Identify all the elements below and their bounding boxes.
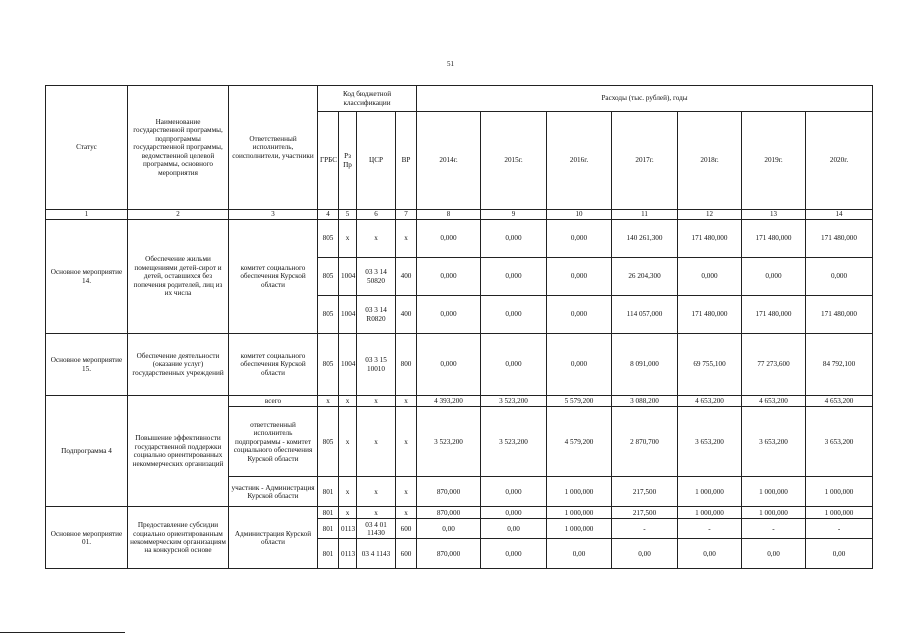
- cell-expense-value: 171 480,000: [678, 220, 742, 258]
- cell-expense-value: 0,000: [481, 334, 547, 396]
- cell-expense-value: 870,000: [417, 539, 481, 569]
- cell-vr: х: [396, 507, 417, 519]
- page-number: 51: [447, 60, 454, 68]
- cell-expense-value: 3 088,200: [612, 396, 678, 407]
- cell-expense-value: 0,00: [417, 519, 481, 539]
- cell-expense-value: 2 870,700: [612, 407, 678, 477]
- header-year: 2019г.: [742, 112, 806, 210]
- row-responsible: Администрация Курской области: [229, 507, 318, 569]
- header-responsible: Ответственный исполнитель, соисполнители, участники: [229, 86, 318, 210]
- cell-expense-value: 3 653,200: [742, 407, 806, 477]
- cell-expense-value: 77 273,600: [742, 334, 806, 396]
- cell-csr: х: [357, 477, 396, 507]
- cell-rzpr: х: [339, 507, 357, 519]
- cell-expense-value: 0,000: [481, 258, 547, 296]
- column-index: 3: [229, 210, 318, 220]
- cell-expense-value: 1 000,000: [742, 477, 806, 507]
- cell-expense-value: 3 523,200: [481, 396, 547, 407]
- cell-csr: х: [357, 507, 396, 519]
- cell-expense-value: 217,500: [612, 507, 678, 519]
- budget-table: [45, 85, 873, 569]
- cell-expense-value: 69 755,100: [678, 334, 742, 396]
- cell-rzpr: х: [339, 477, 357, 507]
- header-expenses-group: Расходы (тыс. рублей), годы: [417, 86, 873, 112]
- cell-rzpr: 1004: [339, 334, 357, 396]
- cell-rzpr: 1004: [339, 258, 357, 296]
- header-year: 2014г.: [417, 112, 481, 210]
- row-name: Обеспечение деятельности (оказание услуг) государственных учреждений: [128, 334, 229, 396]
- cell-expense-value: 4 393,200: [417, 396, 481, 407]
- row-name: Повышение эффективности государственной поддержки социально ориентированных некоммерческих организаций: [128, 396, 229, 507]
- cell-expense-value: 1 000,000: [678, 507, 742, 519]
- cell-expense-value: 0,000: [481, 296, 547, 334]
- cell-expense-value: 8 091,000: [612, 334, 678, 396]
- column-index: 13: [742, 210, 806, 220]
- header-code-group: Код бюджетной классификации: [318, 86, 417, 112]
- cell-vr: 400: [396, 258, 417, 296]
- cell-csr: 03 3 14 R0820: [357, 296, 396, 334]
- cell-expense-value: -: [612, 519, 678, 539]
- cell-expense-value: 114 057,000: [612, 296, 678, 334]
- row-status: Подпрограмма 4: [46, 396, 128, 507]
- cell-vr: 600: [396, 519, 417, 539]
- column-index: 14: [806, 210, 873, 220]
- row-responsible: участник - Администрация Курской области: [229, 477, 318, 507]
- cell-expense-value: 1 000,000: [806, 477, 873, 507]
- cell-csr: 03 4 1143: [357, 539, 396, 569]
- header-status: Статус: [46, 86, 128, 210]
- cell-vr: 600: [396, 539, 417, 569]
- table-row: [46, 396, 873, 407]
- cell-rzpr: 1004: [339, 296, 357, 334]
- cell-expense-value: 0,000: [481, 539, 547, 569]
- cell-rzpr: 0113: [339, 539, 357, 569]
- cell-expense-value: 0,000: [481, 220, 547, 258]
- column-index: 2: [128, 210, 229, 220]
- cell-rzpr: х: [339, 220, 357, 258]
- cell-csr: х: [357, 396, 396, 407]
- cell-expense-value: 140 261,300: [612, 220, 678, 258]
- cell-expense-value: 0,000: [417, 296, 481, 334]
- cell-expense-value: 0,000: [547, 334, 612, 396]
- cell-grbs: 801: [318, 519, 339, 539]
- cell-expense-value: 4 579,200: [547, 407, 612, 477]
- cell-expense-value: 0,000: [417, 258, 481, 296]
- table-row: [46, 334, 873, 396]
- cell-grbs: 801: [318, 507, 339, 519]
- column-index: 9: [481, 210, 547, 220]
- cell-expense-value: 1 000,000: [547, 477, 612, 507]
- header-name: Наименование государственной программы, подпрограммы государственной программы, ведомственной целевой программы, основного мероприятия: [128, 86, 229, 210]
- header-csr: ЦСР: [357, 112, 396, 210]
- cell-grbs: 805: [318, 220, 339, 258]
- cell-vr: 400: [396, 296, 417, 334]
- cell-expense-value: -: [742, 519, 806, 539]
- cell-vr: х: [396, 396, 417, 407]
- header-year: 2020г.: [806, 112, 873, 210]
- cell-expense-value: 1 000,000: [547, 519, 612, 539]
- header-year: 2017г.: [612, 112, 678, 210]
- cell-expense-value: 3 653,200: [678, 407, 742, 477]
- cell-expense-value: -: [678, 519, 742, 539]
- cell-expense-value: 171 480,000: [806, 296, 873, 334]
- cell-grbs: 805: [318, 258, 339, 296]
- cell-csr: х: [357, 407, 396, 477]
- column-index: 6: [357, 210, 396, 220]
- cell-vr: х: [396, 407, 417, 477]
- header-rzpr: Рз Пр: [339, 112, 357, 210]
- row-status: Основное мероприятие 01.: [46, 507, 128, 569]
- cell-expense-value: 1 000,000: [806, 507, 873, 519]
- table-row: [46, 507, 873, 519]
- cell-rzpr: 0113: [339, 519, 357, 539]
- cell-expense-value: 0,00: [806, 539, 873, 569]
- cell-vr: х: [396, 220, 417, 258]
- cell-expense-value: 4 653,200: [742, 396, 806, 407]
- cell-expense-value: 3 523,200: [417, 407, 481, 477]
- footnote-separator: [0, 632, 125, 633]
- cell-expense-value: 0,00: [678, 539, 742, 569]
- table-row: [46, 220, 873, 258]
- cell-expense-value: 0,000: [806, 258, 873, 296]
- column-index: 1: [46, 210, 128, 220]
- row-responsible: комитет социального обеспечения Курской области: [229, 220, 318, 334]
- cell-expense-value: 0,00: [547, 539, 612, 569]
- cell-vr: х: [396, 477, 417, 507]
- cell-expense-value: 26 204,300: [612, 258, 678, 296]
- cell-expense-value: 1 000,000: [742, 507, 806, 519]
- cell-grbs: 801: [318, 539, 339, 569]
- cell-expense-value: 4 653,200: [678, 396, 742, 407]
- cell-expense-value: 870,000: [417, 507, 481, 519]
- column-index-row: [46, 210, 873, 220]
- column-index: 10: [547, 210, 612, 220]
- cell-grbs: 801: [318, 477, 339, 507]
- cell-expense-value: 0,000: [547, 220, 612, 258]
- cell-csr: 03 3 14 50820: [357, 258, 396, 296]
- cell-expense-value: 1 000,000: [678, 477, 742, 507]
- cell-grbs: х: [318, 396, 339, 407]
- cell-grbs: 805: [318, 296, 339, 334]
- cell-rzpr: х: [339, 396, 357, 407]
- cell-expense-value: 0,000: [417, 220, 481, 258]
- header-grbs: ГРБС: [318, 112, 339, 210]
- cell-expense-value: 0,00: [481, 519, 547, 539]
- row-name: Обеспечение жильми помещениями детей-сирот и детей, оставшихся без попечения родителей, лиц из их числа: [128, 220, 229, 334]
- cell-csr: 03 3 15 10010: [357, 334, 396, 396]
- column-index: 12: [678, 210, 742, 220]
- column-index: 8: [417, 210, 481, 220]
- cell-expense-value: 0,000: [742, 258, 806, 296]
- cell-expense-value: 0,000: [481, 507, 547, 519]
- cell-expense-value: 0,000: [417, 334, 481, 396]
- cell-expense-value: 1 000,000: [547, 507, 612, 519]
- column-index: 5: [339, 210, 357, 220]
- cell-expense-value: -: [806, 519, 873, 539]
- cell-expense-value: 217,500: [612, 477, 678, 507]
- cell-vr: 800: [396, 334, 417, 396]
- header-year: 2018г.: [678, 112, 742, 210]
- cell-expense-value: 84 792,100: [806, 334, 873, 396]
- cell-csr: х: [357, 220, 396, 258]
- row-status: Основное мероприятие 15.: [46, 334, 128, 396]
- cell-csr: 03 4 01 11430: [357, 519, 396, 539]
- row-responsible: ответственный исполнитель подпрограммы - комитет социального обеспечения Курской области: [229, 407, 318, 477]
- column-index: 7: [396, 210, 417, 220]
- cell-expense-value: 171 480,000: [742, 220, 806, 258]
- cell-expense-value: 3 523,200: [481, 407, 547, 477]
- cell-expense-value: 171 480,000: [806, 220, 873, 258]
- cell-expense-value: 4 653,200: [806, 396, 873, 407]
- cell-rzpr: х: [339, 407, 357, 477]
- row-responsible: всего: [229, 396, 318, 407]
- cell-expense-value: 0,00: [612, 539, 678, 569]
- cell-expense-value: 171 480,000: [742, 296, 806, 334]
- row-responsible: комитет социального обеспечения Курской области: [229, 334, 318, 396]
- cell-grbs: 805: [318, 334, 339, 396]
- header-vr: ВР: [396, 112, 417, 210]
- cell-expense-value: 0,000: [481, 477, 547, 507]
- cell-expense-value: 0,000: [547, 258, 612, 296]
- header-year: 2015г.: [481, 112, 547, 210]
- cell-expense-value: 171 480,000: [678, 296, 742, 334]
- cell-expense-value: 3 653,200: [806, 407, 873, 477]
- cell-expense-value: 0,00: [742, 539, 806, 569]
- cell-grbs: 805: [318, 407, 339, 477]
- column-index: 4: [318, 210, 339, 220]
- header-year: 2016г.: [547, 112, 612, 210]
- row-name: Предоставление субсидии социально ориентированным некоммерческим организациям на конкурсной основе: [128, 507, 229, 569]
- row-status: Основное мероприятие 14.: [46, 220, 128, 334]
- cell-expense-value: 870,000: [417, 477, 481, 507]
- cell-expense-value: 5 579,200: [547, 396, 612, 407]
- cell-expense-value: 0,000: [547, 296, 612, 334]
- column-index: 11: [612, 210, 678, 220]
- cell-expense-value: 0,000: [678, 258, 742, 296]
